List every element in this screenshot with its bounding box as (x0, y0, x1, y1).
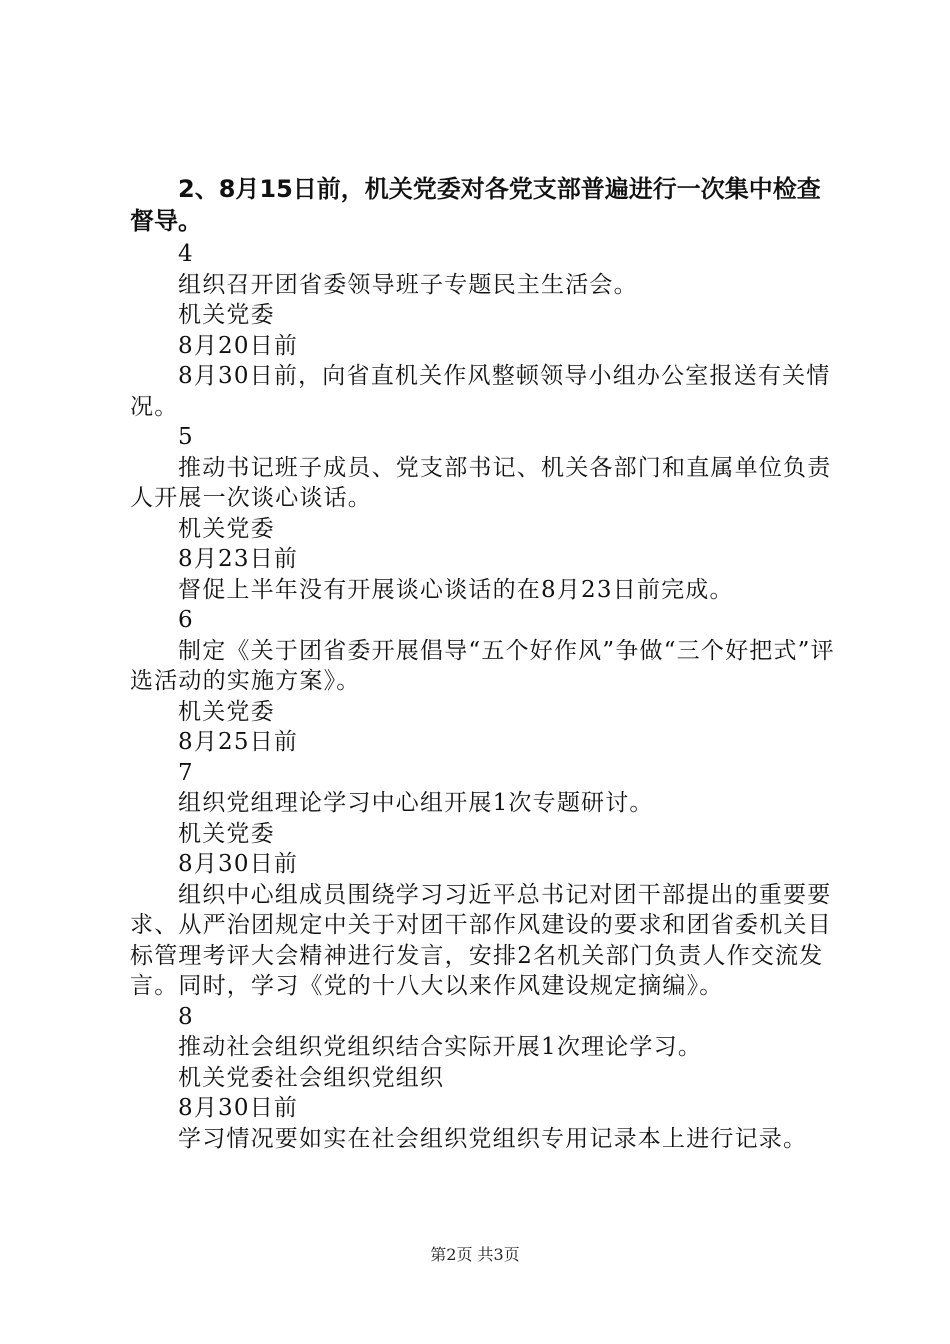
item-number: 5 (178, 424, 194, 450)
item-note: 督促上半年没有开展谈心谈话的在8月23日前完成。 (178, 576, 734, 603)
item-deadline: 8月20日前 (178, 332, 299, 359)
item-note: 组织中心组成员围绕学习习近平总书记对团干部提出的重要要求、从严治团规定中关于对团干部作风建设的要求和团省委机关目标管理考评大会精神进行发言，安排2名机关部门负责人作交流发言。同时，学习《党的十八大以来作风建设规定摘编》。 (130, 881, 832, 999)
item-number: 7 (178, 759, 194, 786)
item-number: 8 (178, 1003, 194, 1030)
item-task: 制定《关于团省委开展倡导“五个好作风”争做“三个好把式”评选活动的实施方案》。 (130, 637, 835, 694)
item-deadline: 8月25日前 (178, 729, 299, 755)
item-owner: 机关党委 (178, 820, 275, 847)
section-heading: 2、8月15日前，机关党委对各党支部普遍进行一次集中检查督导。 (130, 175, 821, 235)
item-number: 4 (178, 241, 194, 267)
item-deadline: 8月23日前 (178, 546, 299, 572)
item-owner: 机关党委 (178, 302, 275, 328)
item-number: 6 (178, 607, 194, 633)
item-task: 推动社会组织党组织结合实际开展1次理论学习。 (178, 1034, 703, 1060)
item-task: 组织召开团省委领导班子专题民主生活会。 (178, 271, 638, 298)
item-owner: 机关党委 (178, 515, 275, 542)
item-deadline: 8月30日前 (178, 851, 299, 877)
page-number-footer: 第2页 共3页 (430, 1245, 520, 1264)
item-task: 组织党组理论学习中心组开展1次专题研讨。 (178, 790, 654, 816)
item-owner: 机关党委社会组织党组织 (178, 1064, 445, 1091)
item-deadline: 8月30日前 (178, 1095, 299, 1121)
item-note: 8月30日前，向省直机关作风整顿领导小组办公室报送有关情况。 (130, 363, 831, 420)
document-body (130, 173, 835, 1154)
item-task: 推动书记班子成员、党支部书记、机关各部门和直属单位负责人开展一次谈心谈话。 (130, 454, 832, 511)
item-note: 学习情况要如实在社会组织党组织专用记录本上进行记录。 (178, 1125, 808, 1152)
item-owner: 机关党委 (178, 698, 275, 725)
